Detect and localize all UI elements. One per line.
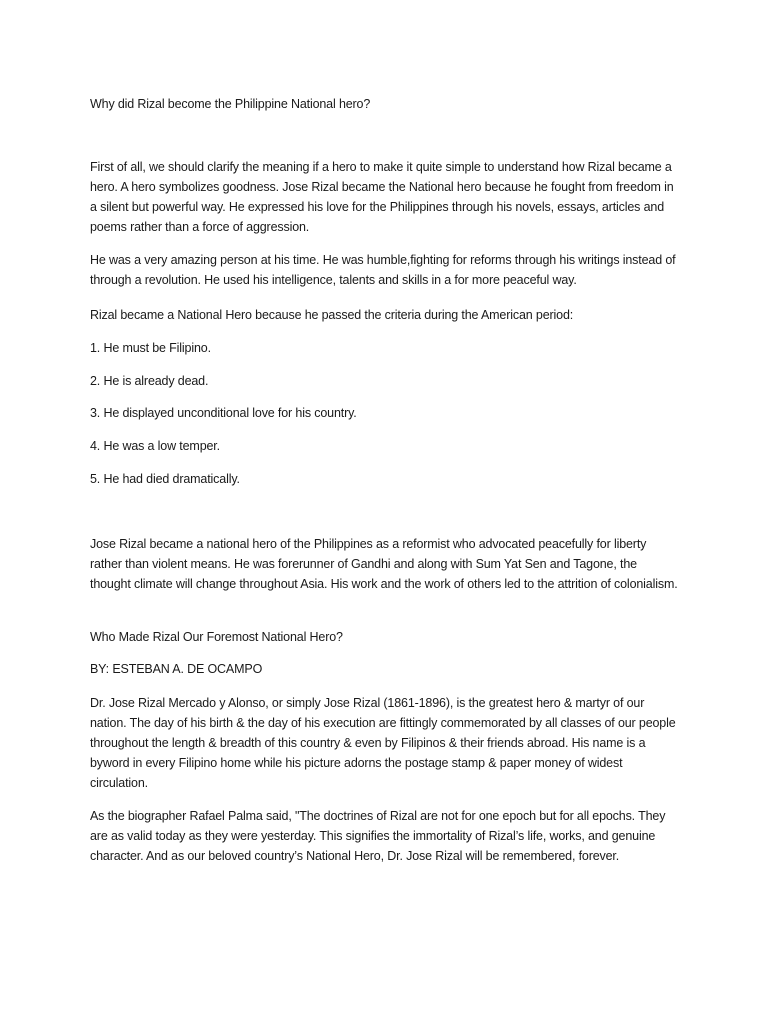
paragraph-biographer-quote: As the biographer Rafael Palma said, "The doctrines of Rizal are not for one epoch but for all epochs. They are as valid today as they were yesterday. This signifies the immortality of Rizal’s life, works, and genuine character. And as our beloved country’s National Hero, Dr. Jose Rizal will be remembered, forever. [90, 809, 666, 863]
section-heading: Who Made Rizal Our Foremost National Hero? [90, 630, 343, 644]
document-title: Why did Rizal become the Philippine National hero? [90, 97, 371, 111]
criteria-list-item: 5. He had died dramatically. [90, 472, 240, 486]
criteria-list-item: 4. He was a low temper. [90, 439, 220, 453]
criteria-list-item: 3. He displayed unconditional love for his country. [90, 406, 357, 420]
paragraph-amazing-person: He was a very amazing person at his time. He was humble,fighting for reforms through his writings instead of through a revolution. He used his intelligence, talents and skills in a for more peaceful way. [90, 253, 676, 287]
paragraph-hero-meaning: First of all, we should clarify the meaning if a hero to make it quite simple to understand how Rizal became a hero. A hero symbolizes goodness. Jose Rizal became the National hero because he fought from freedom in a silent but powerful way. He expressed his love for the Philippines through his novels, essays, articles and poems rather than a force of aggression. [90, 160, 674, 234]
criteria-list-item: 1. He must be Filipino. [90, 341, 211, 355]
paragraph-reformist: Jose Rizal became a national hero of the Philippines as a reformist who advocated peacefully for liberty rather than violent means. He was forerunner of Gandhi and along with Sum Yat Sen and Tagone, the thought climate will change throughout Asia. His work and the work of others led to the attrition of colonialism. [90, 537, 678, 591]
byline: BY: ESTEBAN A. DE OCAMPO [90, 662, 263, 676]
criteria-list-item: 2. He is already dead. [90, 374, 209, 388]
paragraph-criteria-intro: Rizal became a National Hero because he passed the criteria during the American period: [90, 308, 574, 322]
paragraph-greatest-hero: Dr. Jose Rizal Mercado y Alonso, or simply Jose Rizal (1861-1896), is the greatest hero & martyr of our nation. The day of his birth & the day of his execution are fittingly commemorated by all classes of our people throughout the length & breadth of this country & even by Filipinos & their friends abroad. His name is a byword in every Filipino home while his picture adorns the postage stamp & paper money of widest circulation. [90, 696, 676, 790]
